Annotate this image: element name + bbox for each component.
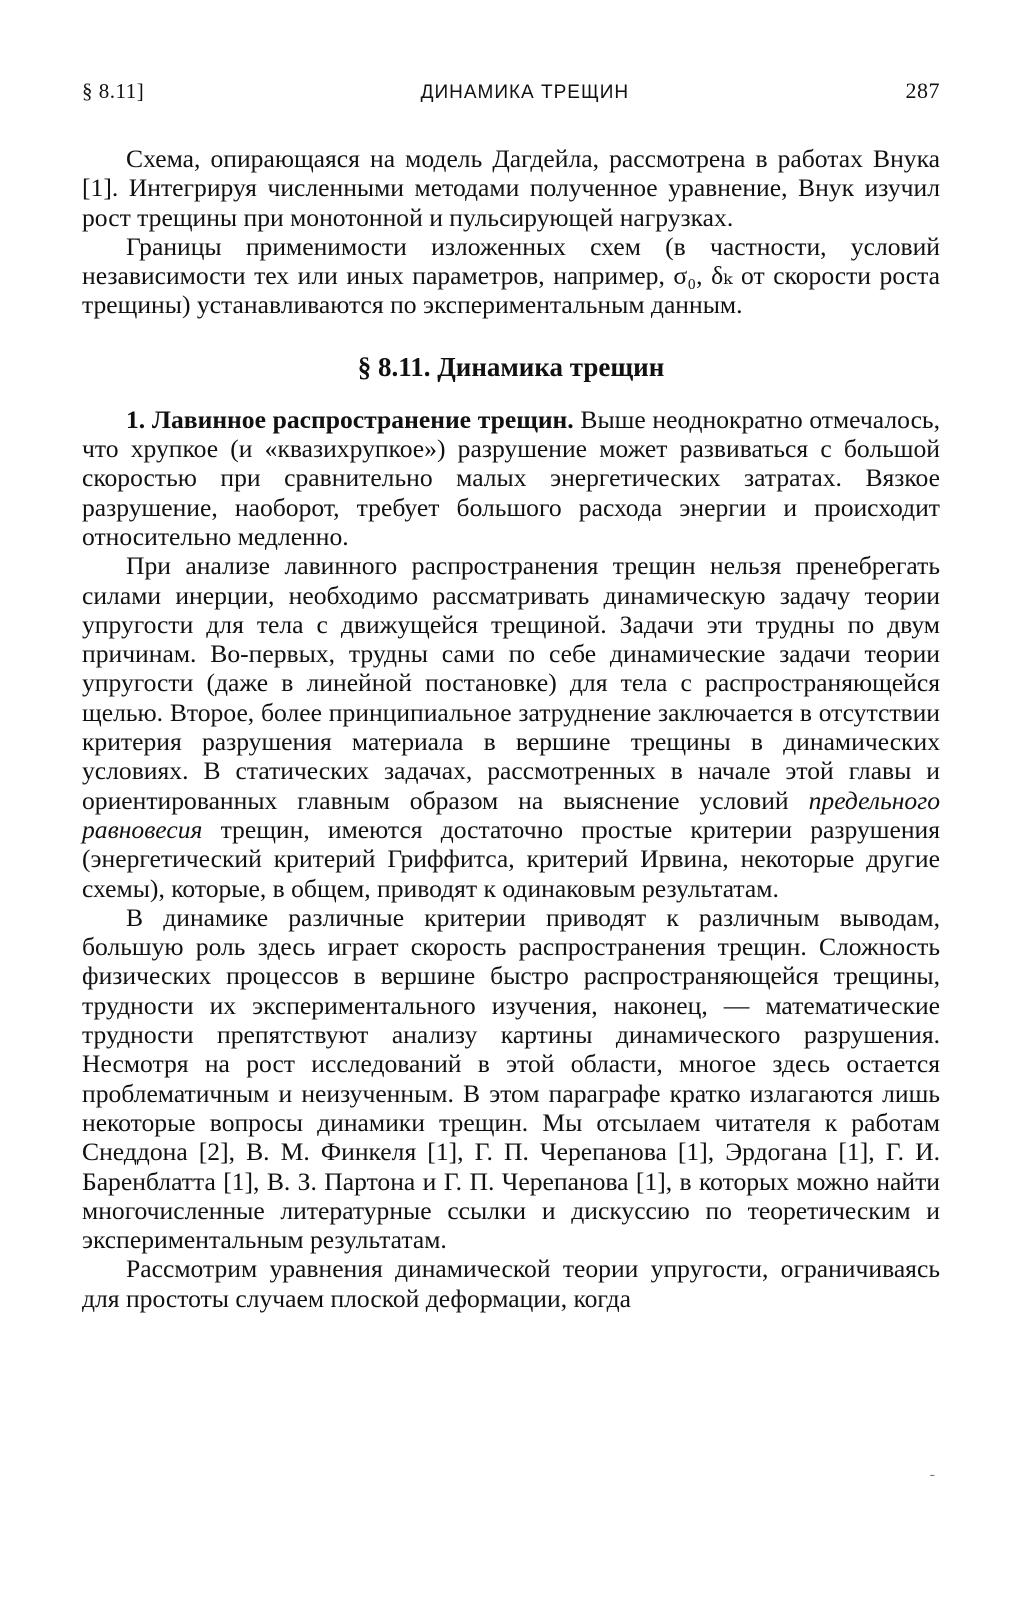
paragraph-avalanche-propagation xyxy=(82,405,940,551)
inertia-text-part-1: При анализе лавинного распространения трещин нельзя пренебрегать силами инерции, необходимо рассматривать динамическую задачу теории упругости для тела с движущейся трещиной. Задачи эти трудны по двум причинам. Во-первых, трудны сами по себе динамические задачи теории упругости (даже в линейной постановке) для тела с распространяющейся щелью. Второе, более принципиальное затруднение заключается в отсутствии критерия разрушения материала в вершине трещины в динамических условиях. В статических задачах, рассмотренных в начале этой главы и ориентированных главным образом на выяснение условий xyxy=(82,551,940,815)
page-number: 287 xyxy=(905,78,940,103)
inertia-text-part-2: трещин, имеются достаточно простые критерии разрушения (энергетический критерий Гриффитса, критерий Ирвина, некоторые другие схемы), которые, в общем, приводят к одинаковым результатам. xyxy=(82,814,940,903)
paragraph-dynamics-criteria: В динамике различные критерии приводят к различным выводам, большую роль здесь играет скорость распространения трещин. Сложность физических процессов в вершине быстро распространяющейся трещины, трудности их экспериментального изучения, наконец, — математические трудности препятствуют анализу картины динамического разрушения. Несмотря на рост исследований в этой области, многое здесь остается проблематичным и неизученным. В этом параграфе кратко излагаются лишь некоторые вопросы динамики трещин. Мы отсылаем читателя к работам Снеддона [2], В. М. Финкеля [1], Г. П. Черепанова [1], Эрдогана [1], Г. И. Баренблатта [1], В. З. Партона и Г. П. Черепанова [1], в которых можно найти многочисленные литературные ссылки и дискуссию по теоретическим и экспериментальным результатам. xyxy=(82,902,940,1255)
paragraph-elasticity-equations: Рассмотрим уравнения динамической теории упругости, ограничиваясь для простоты случаем плоской деформации, когда xyxy=(82,1254,940,1313)
body-text xyxy=(82,144,940,1313)
subsection-text: Выше неоднократно отмечалось, что хрупкое (и «квазихрупкое») разрушение может развиваться с большой скоростью при сравнительно малых энергетических затратах. Вязкое разрушение, наоборот, требует большого расхода энергии и происходит относительно медленно. xyxy=(82,404,940,551)
subsection-run-in-heading: 1. Лавинное распространение трещин. xyxy=(126,404,574,434)
paragraph-inertia-forces xyxy=(82,551,940,903)
section-reference: § 8.11] xyxy=(82,79,145,103)
book-page xyxy=(82,78,940,1313)
emphasized-term: предельного равновесия xyxy=(82,785,940,844)
section-heading: § 8.11. Динамика трещин xyxy=(357,351,665,382)
paragraph-dugdale-model: Схема, опирающаяся на модель Дагдейла, рассмотрена в работах Внука [1]. Интегрируя численными методами полученное уравнение, Внук изучил рост трещины при монотонной и пульсирующей нагрузках. xyxy=(82,144,940,232)
running-title: ДИНАМИКА ТРЕЩИН xyxy=(420,82,630,103)
running-head xyxy=(82,78,940,114)
paragraph-applicability-limits: Границы применимости изложенных схем (в частности, условий независимости тех или иных параметров, например, σ₀, δₖ от скорости роста трещины) устанавливаются по экспериментальным данным. xyxy=(82,231,940,320)
page-footer-mark: ˗ xyxy=(930,1467,935,1482)
